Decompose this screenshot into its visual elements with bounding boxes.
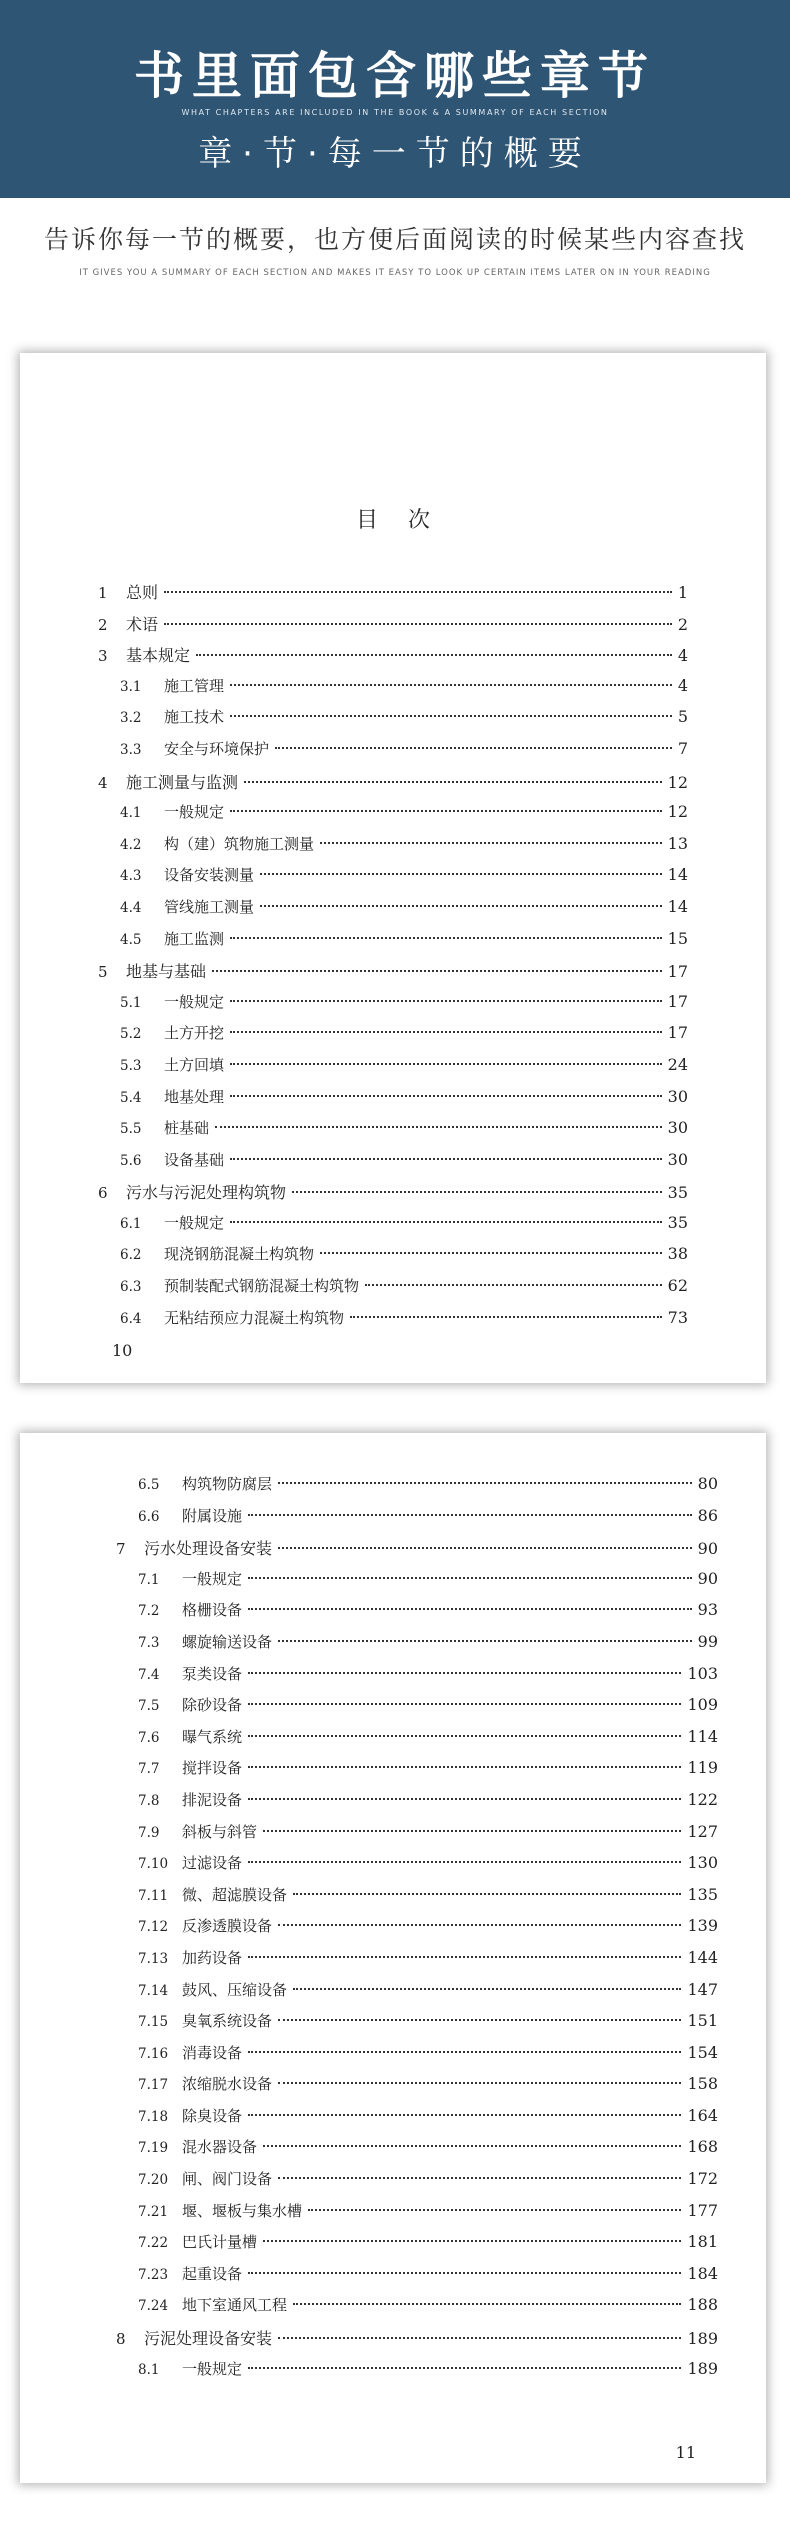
dot-leader	[248, 1703, 681, 1705]
dot-leader	[230, 937, 662, 939]
toc-entry-page: 147	[687, 1979, 718, 1999]
toc-list	[20, 1473, 766, 2389]
toc-entry	[20, 928, 766, 960]
toc-entry	[20, 833, 766, 865]
toc-entry-number: 5.2	[120, 1026, 142, 1043]
toc-entry-page: 158	[687, 2074, 718, 2094]
toc-entry-page: 35	[667, 1183, 688, 1203]
dot-leader	[248, 1766, 681, 1768]
toc-entry-title: 构（建）筑物施工测量	[164, 834, 315, 853]
toc-heading: 目次	[355, 508, 460, 533]
toc-entry-title: 排泥设备	[182, 1790, 243, 1809]
toc-entry-page: 144	[687, 1947, 718, 1967]
toc-entry-title: 浓缩脱水设备	[182, 2075, 273, 2094]
page-number: 11	[675, 2443, 696, 2462]
toc-entry-title: 地基处理	[164, 1087, 225, 1106]
toc-entry-title: 螺旋输送设备	[182, 1632, 273, 1651]
dot-leader	[230, 1095, 662, 1097]
toc-entry	[20, 1212, 766, 1244]
dot-leader	[248, 2272, 681, 2274]
dot-leader	[365, 1284, 662, 1286]
toc-entry-number: 4.5	[120, 931, 142, 948]
toc-entry-number: 4.3	[120, 868, 142, 885]
toc-entry-number: 6.3	[120, 1279, 142, 1296]
toc-entry-title: 搅拌设备	[182, 1759, 243, 1778]
dot-leader	[248, 1608, 692, 1610]
toc-entry-title: 混水器设备	[182, 2138, 258, 2157]
toc-entry-title: 微、超滤膜设备	[182, 1885, 288, 1904]
toc-entry-page: 35	[667, 1212, 688, 1232]
toc-entry-title: 除臭设备	[182, 2106, 243, 2125]
toc-entry-page: 13	[667, 833, 688, 853]
toc-entry-number: 7.12	[138, 1919, 169, 1936]
toc-entry	[20, 1568, 766, 1600]
toc-entry-title: 巴氏计量槽	[182, 2233, 258, 2252]
toc-entry-page: 12	[667, 802, 688, 822]
dot-leader	[320, 842, 662, 844]
toc-entry-page: 151	[687, 2011, 718, 2031]
toc-entry-number: 7	[116, 1540, 126, 1559]
toc-entry-page: 30	[667, 1118, 688, 1138]
toc-entry-number: 3.3	[120, 741, 142, 758]
toc-entry-title: 曝气系统	[182, 1727, 243, 1746]
toc-entry-title: 一般规定	[182, 2359, 243, 2378]
dot-leader	[308, 2209, 681, 2211]
toc-entry-number: 7.17	[138, 2077, 169, 2094]
toc-entry-number: 7.9	[138, 1824, 160, 1841]
toc-entry-title: 一般规定	[164, 992, 225, 1011]
toc-entry-page: 114	[687, 1726, 718, 1746]
toc-entry	[20, 2168, 766, 2200]
toc-entry-number: 7.6	[138, 1729, 160, 1746]
toc-entry-number: 7.15	[138, 2014, 169, 2031]
toc-entry	[20, 2136, 766, 2168]
dot-leader	[248, 1735, 681, 1737]
toc-entry-page: 4	[677, 675, 688, 695]
toc-entry	[20, 1180, 766, 1212]
toc-entry	[20, 1117, 766, 1149]
toc-entry-page: 103	[687, 1663, 718, 1683]
toc-entry	[20, 1086, 766, 1118]
toc-entry-title: 一般规定	[164, 1213, 225, 1232]
toc-entry-number: 7.11	[138, 1887, 169, 1904]
toc-entry	[20, 1789, 766, 1821]
toc-entry	[20, 1821, 766, 1853]
toc-entry-number: 8	[116, 2330, 126, 2349]
dot-leader	[248, 2367, 681, 2369]
toc-entry-number: 7.14	[138, 1982, 169, 1999]
toc-entry-title: 施工测量与监测	[126, 772, 239, 792]
dot-leader	[248, 2051, 681, 2053]
toc-entry-page: 24	[667, 1054, 688, 1074]
toc-entry	[20, 1979, 766, 2011]
toc-entry-page: 90	[697, 1568, 718, 1588]
dot-leader	[278, 1640, 692, 1642]
toc-entry	[20, 738, 766, 770]
toc-entry-title: 加药设备	[182, 1948, 243, 1967]
toc-entry	[20, 612, 766, 644]
toc-entry-page: 7	[677, 738, 688, 758]
toc-entry-page: 184	[687, 2263, 718, 2283]
dot-leader	[293, 1988, 681, 1990]
toc-entry-page: 5	[677, 707, 688, 727]
dot-leader	[320, 1252, 662, 1254]
toc-entry-page: 127	[687, 1821, 718, 1841]
dot-leader	[278, 2019, 681, 2021]
toc-entry-number: 6.4	[120, 1310, 142, 1327]
toc-entry-title: 泵类设备	[182, 1664, 243, 1683]
toc-entry-page: 14	[667, 865, 688, 885]
dot-leader	[230, 1221, 662, 1223]
toc-entry-page: 164	[687, 2105, 718, 2125]
toc-entry-page: 93	[697, 1600, 718, 1620]
toc-entry-title: 桩基础	[164, 1119, 210, 1138]
toc-entry-number: 7.21	[138, 2203, 169, 2220]
toc-entry-page: 154	[687, 2042, 718, 2062]
dot-leader	[230, 715, 672, 717]
toc-entry	[20, 1505, 766, 1537]
toc-entry	[20, 1947, 766, 1979]
toc-entry-page: 135	[687, 1884, 718, 1904]
toc-entry	[20, 1149, 766, 1181]
toc-entry-page: 99	[697, 1631, 718, 1651]
toc-entry-number: 7.10	[138, 1856, 169, 1873]
dot-leader	[230, 684, 672, 686]
dot-leader	[350, 1316, 662, 1318]
toc-entry	[20, 959, 766, 991]
toc-entry-number: 4.4	[120, 899, 142, 916]
toc-entry-page: 109	[687, 1695, 718, 1715]
toc-entry	[20, 1275, 766, 1307]
toc-entry	[20, 2042, 766, 2074]
toc-entry-number: 7.22	[138, 2235, 169, 2252]
toc-entry-number: 7.1	[138, 1571, 160, 1588]
toc-entry	[20, 1852, 766, 1884]
toc-entry-title: 一般规定	[164, 803, 225, 822]
toc-entry-number: 8.1	[138, 2361, 160, 2378]
toc-entry-title: 一般规定	[182, 1569, 243, 1588]
toc-entry-title: 管线施工测量	[164, 897, 255, 916]
toc-entry-number: 7.8	[138, 1792, 160, 1809]
toc-entry	[20, 2105, 766, 2137]
toc-entry	[20, 1631, 766, 1663]
dot-leader	[292, 1191, 662, 1193]
toc-entry-number: 7.23	[138, 2266, 169, 2283]
toc-entry-title: 臭氧系统设备	[182, 2012, 273, 2031]
dot-leader	[278, 1924, 681, 1926]
toc-page-2	[20, 1433, 766, 2483]
toc-entry-page: 130	[687, 1853, 718, 1873]
toc-entry-number: 7.2	[138, 1603, 160, 1620]
toc-entry	[20, 1915, 766, 1947]
toc-entry	[20, 1884, 766, 1916]
toc-entry-page: 73	[667, 1307, 688, 1327]
toc-entry	[20, 1694, 766, 1726]
toc-entry-title: 总则	[126, 583, 159, 602]
toc-entry-title: 安全与环境保护	[164, 739, 270, 758]
toc-entry-number: 3	[98, 647, 108, 666]
toc-entry-title: 无粘结预应力混凝土构筑物	[164, 1308, 345, 1327]
toc-entry-page: 15	[667, 928, 688, 948]
toc-entry-page: 188	[687, 2295, 718, 2315]
toc-entry-number: 7.3	[138, 1634, 160, 1651]
toc-entry-page: 122	[687, 1789, 718, 1809]
toc-entry-page: 172	[687, 2169, 718, 2189]
toc-entry-page: 86	[697, 1505, 718, 1525]
toc-entry	[20, 580, 766, 612]
toc-entry	[20, 864, 766, 896]
toc-entry-title: 起重设备	[182, 2264, 243, 2283]
dot-leader	[278, 2177, 681, 2179]
toc-entry-page: 80	[697, 1474, 718, 1493]
toc-entry-title: 除砂设备	[182, 1696, 243, 1715]
toc-entry	[20, 1757, 766, 1789]
toc-entry-title: 堰、堰板与集水槽	[182, 2201, 303, 2220]
toc-entry	[20, 2294, 766, 2326]
toc-entry-page: 14	[667, 896, 688, 916]
toc-entry	[20, 2200, 766, 2232]
dot-leader	[263, 2240, 681, 2242]
toc-entry-page: 30	[667, 1086, 688, 1106]
dot-leader	[164, 591, 672, 593]
dot-leader	[215, 1126, 662, 1128]
toc-entry-title: 设备安装测量	[164, 866, 255, 885]
page-number: 10	[112, 1341, 133, 1360]
toc-entry-page: 189	[687, 2329, 718, 2349]
toc-entry-title: 反渗透膜设备	[182, 1917, 273, 1936]
toc-entry	[20, 643, 766, 675]
toc-entry-page: 177	[687, 2200, 718, 2220]
toc-entry-title: 设备基础	[164, 1150, 225, 1169]
dot-leader	[278, 1482, 692, 1484]
toc-entry	[20, 1022, 766, 1054]
toc-entry-title: 施工技术	[164, 708, 225, 727]
toc-entry-number: 7.13	[138, 1950, 169, 1967]
toc-entry	[20, 1536, 766, 1568]
dot-leader	[164, 623, 672, 625]
toc-entry	[20, 1663, 766, 1695]
banner-title: 书里面包含哪些章节	[134, 46, 656, 105]
dot-leader	[263, 1830, 681, 1832]
toc-entry-number: 4.2	[120, 836, 142, 853]
dot-leader	[230, 810, 662, 812]
toc-entry-title: 预制装配式钢筋混凝土构筑物	[164, 1277, 360, 1296]
toc-entry-title: 格栅设备	[182, 1601, 243, 1620]
toc-entry-number: 5	[98, 963, 108, 982]
toc-entry-title: 消毒设备	[182, 2043, 243, 2062]
toc-entry-number: 7.7	[138, 1761, 160, 1778]
dot-leader	[275, 747, 672, 749]
toc-entry-number: 6.1	[120, 1215, 142, 1232]
toc-entry-page: 17	[667, 1023, 688, 1043]
toc-entry	[20, 896, 766, 928]
dot-leader	[230, 1158, 662, 1160]
toc-entry	[20, 1243, 766, 1275]
toc-entry-title: 闸、阀门设备	[182, 2170, 273, 2189]
toc-entry-title: 附属设施	[182, 1506, 243, 1525]
toc-entry-number: 4	[98, 773, 108, 792]
dot-leader	[248, 2114, 681, 2116]
dot-leader	[230, 1000, 662, 1002]
dot-leader	[196, 654, 672, 656]
toc-entry-page: 30	[667, 1149, 688, 1169]
toc-entry-number: 7.18	[138, 2108, 169, 2125]
toc-entry-title: 污泥处理设备安装	[144, 2329, 273, 2349]
toc-entry-title: 过滤设备	[182, 1854, 243, 1873]
dot-leader	[248, 1672, 681, 1674]
toc-entry	[20, 991, 766, 1023]
toc-entry	[20, 675, 766, 707]
toc-entry-title: 施工监测	[164, 929, 225, 948]
dot-leader	[260, 905, 662, 907]
toc-entry-number: 6.6	[138, 1508, 160, 1525]
toc-entry-page: 139	[687, 1916, 718, 1936]
toc-entry-title: 污水与污泥处理构筑物	[126, 1183, 287, 1203]
toc-entry	[20, 2010, 766, 2042]
toc-entry	[20, 2326, 766, 2358]
toc-entry-number: 2	[98, 615, 108, 634]
toc-entry	[20, 2358, 766, 2390]
toc-entry-number: 6.5	[138, 1477, 160, 1493]
toc-entry-title: 土方开挖	[164, 1024, 225, 1043]
toc-entry-title: 术语	[126, 614, 159, 634]
toc-entry-number: 1	[98, 584, 108, 602]
toc-entry-page: 12	[667, 772, 688, 792]
toc-entry-number: 7.5	[138, 1698, 160, 1715]
dot-leader	[248, 1514, 692, 1516]
toc-entry-title: 鼓风、压缩设备	[182, 1980, 288, 1999]
dot-leader	[248, 1798, 681, 1800]
dot-leader	[260, 873, 662, 875]
toc-entry	[20, 1054, 766, 1086]
toc-entry-number: 7.4	[138, 1666, 160, 1683]
dot-leader	[230, 1031, 662, 1033]
toc-entry-title: 基本规定	[126, 646, 191, 666]
dot-leader	[293, 1893, 681, 1895]
toc-entry	[20, 2263, 766, 2295]
toc-entry-page: 38	[667, 1244, 688, 1264]
toc-entry-title: 现浇钢筋混凝土构筑物	[164, 1245, 315, 1264]
header-banner	[0, 0, 790, 198]
banner-subtitle: 章·节·每一节的概要	[198, 134, 592, 174]
intro-text: 告诉你每一节的概要，也方便后面阅读的时候某些内容查找	[43, 225, 746, 254]
toc-entry-number: 7.16	[138, 2045, 169, 2062]
toc-entry-number: 7.20	[138, 2172, 169, 2189]
dot-leader	[293, 2303, 681, 2305]
toc-entry-page: 189	[687, 2358, 718, 2378]
toc-page-1	[20, 353, 766, 1383]
toc-entry-page: 181	[687, 2232, 718, 2252]
toc-entry-title: 构筑物防腐层	[182, 1475, 273, 1493]
toc-entry-number: 3.1	[120, 678, 142, 695]
toc-entry-title: 地基与基础	[126, 962, 207, 982]
dot-leader	[278, 1547, 692, 1549]
dot-leader	[248, 1861, 681, 1863]
toc-entry-title: 土方回填	[164, 1055, 225, 1074]
toc-entry-page: 17	[667, 991, 688, 1011]
toc-entry-title: 斜板与斜管	[182, 1822, 258, 1841]
dot-leader	[244, 781, 662, 783]
toc-entry-page: 62	[667, 1276, 688, 1296]
toc-entry-number: 7.19	[138, 2140, 169, 2157]
dot-leader	[230, 1063, 662, 1065]
toc-entry	[20, 1599, 766, 1631]
toc-entry-number: 5.5	[120, 1121, 142, 1138]
toc-entry	[20, 1726, 766, 1758]
toc-entry-number: 5.6	[120, 1152, 142, 1169]
dot-leader	[263, 2145, 681, 2147]
toc-entry-page: 4	[677, 646, 688, 666]
toc-entry-number: 3.2	[120, 710, 142, 727]
banner-subtitle-english: WHAT CHAPTERS ARE INCLUDED IN THE BOOK & A SUMMARY OF EACH SECTION	[181, 108, 609, 117]
toc-entry	[20, 770, 766, 802]
dot-leader	[248, 1956, 681, 1958]
toc-entry-number: 7.24	[138, 2298, 169, 2315]
toc-entry-page: 17	[667, 962, 688, 982]
intro-text-english: IT GIVES YOU A SUMMARY OF EACH SECTION AND MAKES IT EASY TO LOOK UP CERTAIN ITEMS LATER ON IN YOUR READING	[79, 268, 711, 278]
toc-entry-title: 污水处理设备安装	[144, 1539, 273, 1559]
toc-entry-title: 施工管理	[164, 676, 225, 695]
toc-entry-title: 地下室通风工程	[182, 2296, 288, 2315]
toc-entry-page: 90	[697, 1539, 718, 1559]
toc-list	[20, 580, 766, 1338]
toc-entry-number: 6	[98, 1184, 108, 1203]
dot-leader	[278, 2337, 681, 2339]
toc-entry-number: 5.4	[120, 1089, 142, 1106]
toc-entry	[20, 1473, 766, 1505]
toc-entry	[20, 2073, 766, 2105]
dot-leader	[212, 970, 662, 972]
toc-entry-number: 5.1	[120, 994, 142, 1011]
toc-entry	[20, 801, 766, 833]
toc-entry-page: 2	[677, 614, 688, 634]
dot-leader	[248, 1577, 692, 1579]
dot-leader	[278, 2082, 681, 2084]
toc-entry	[20, 1307, 766, 1339]
toc-entry-page: 168	[687, 2137, 718, 2157]
toc-entry	[20, 2231, 766, 2263]
toc-entry	[20, 706, 766, 738]
toc-entry-page: 119	[687, 1758, 718, 1778]
toc-entry-page: 1	[677, 583, 688, 602]
toc-entry-number: 5.3	[120, 1057, 142, 1074]
toc-entry-number: 6.2	[120, 1247, 142, 1264]
toc-entry-number: 4.1	[120, 805, 142, 822]
